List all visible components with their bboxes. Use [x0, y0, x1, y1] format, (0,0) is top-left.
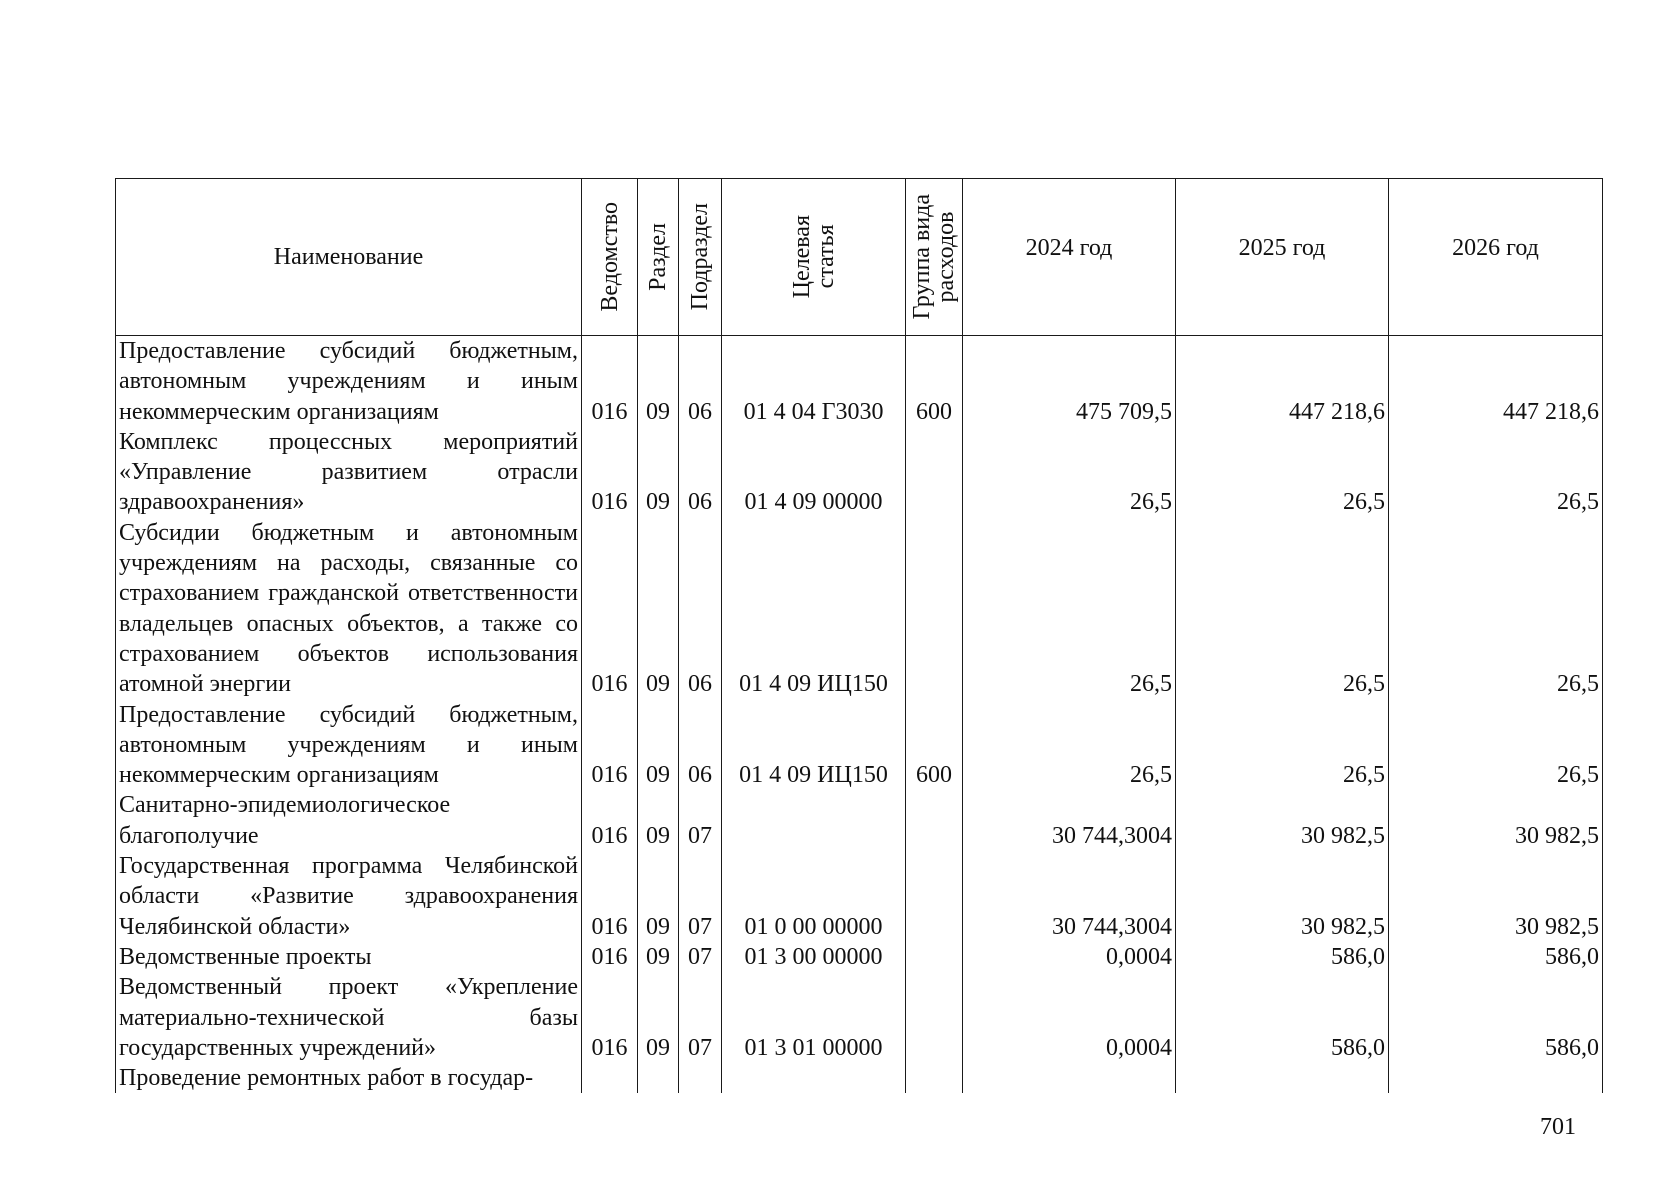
row-2025: 26,5 [1176, 427, 1389, 518]
row-vedomstvo: 016 [582, 427, 638, 518]
header-name: Наименование [116, 179, 582, 336]
row-2024: 0,0004 [963, 942, 1176, 972]
row-gruppa: 600 [906, 336, 963, 427]
row-name: Санитарно-эпидемиологическое благополучие [116, 790, 582, 851]
row-2026: 586,0 [1389, 942, 1603, 972]
row-vedomstvo: 016 [582, 790, 638, 851]
row-gruppa [906, 427, 963, 518]
row-tselevaya-statya [722, 1063, 906, 1093]
row-gruppa [906, 942, 963, 972]
table-row [116, 790, 1603, 851]
row-2025 [1176, 1063, 1389, 1093]
row-tselevaya-statya: 01 4 04 Г3030 [722, 336, 906, 427]
table-header [116, 179, 1603, 336]
row-razdel: 09 [638, 790, 679, 851]
row-2024: 26,5 [963, 518, 1176, 700]
row-podrazdel: 06 [679, 700, 722, 791]
row-tselevaya-statya: 01 4 09 00000 [722, 427, 906, 518]
row-tselevaya-statya [722, 790, 906, 851]
row-podrazdel: 07 [679, 942, 722, 972]
row-podrazdel [679, 1063, 722, 1093]
table-row [116, 942, 1603, 972]
row-2026: 447 218,6 [1389, 336, 1603, 427]
table-row [116, 518, 1603, 700]
row-2026: 26,5 [1389, 518, 1603, 700]
row-2026: 30 982,5 [1389, 851, 1603, 942]
row-2026: 26,5 [1389, 700, 1603, 791]
row-razdel: 09 [638, 427, 679, 518]
row-podrazdel: 06 [679, 427, 722, 518]
row-razdel: 09 [638, 336, 679, 427]
row-razdel: 09 [638, 972, 679, 1063]
row-2024: 475 709,5 [963, 336, 1176, 427]
header-tselevaya-statya: Целевая статья [722, 179, 906, 336]
row-tselevaya-statya: 01 3 01 00000 [722, 972, 906, 1063]
row-name: Ведомственный проект «Укрепление материально-технической базы государственных учреждений» [116, 972, 582, 1063]
row-razdel: 09 [638, 518, 679, 700]
table-row [116, 336, 1603, 427]
row-2026 [1389, 1063, 1603, 1093]
row-razdel: 09 [638, 700, 679, 791]
row-2024: 26,5 [963, 427, 1176, 518]
row-2025: 26,5 [1176, 700, 1389, 791]
row-name: Субсидии бюджетным и автономным учреждениям на расходы, связанные со страхованием гражданской ответственности владельцев опасных объектов, а также со страхованием объектов использования атомной энергии [116, 518, 582, 700]
header-vedomstvo: Ведомство [582, 179, 638, 336]
row-razdel: 09 [638, 851, 679, 942]
row-2025: 586,0 [1176, 972, 1389, 1063]
row-gruppa [906, 972, 963, 1063]
row-gruppa [906, 790, 963, 851]
row-name: Государственная программа Челябинской области «Развитие здравоохранения Челябинской области» [116, 851, 582, 942]
row-name: Комплекс процессных мероприятий «Управление развитием отрасли здравоохранения» [116, 427, 582, 518]
row-tselevaya-statya: 01 4 09 ИЦ150 [722, 700, 906, 791]
row-2025: 30 982,5 [1176, 851, 1389, 942]
row-gruppa [906, 1063, 963, 1093]
row-tselevaya-statya: 01 0 00 00000 [722, 851, 906, 942]
row-2024 [963, 1063, 1176, 1093]
header-gruppa-vida-raskhodov: Группа вида расходов [906, 179, 963, 336]
header-podrazdel: Подраздел [679, 179, 722, 336]
row-2024: 30 744,3004 [963, 790, 1176, 851]
row-gruppa: 600 [906, 700, 963, 791]
row-name: Предоставление субсидий бюджетным, автономным учреждениям и иным некоммерческим организациям [116, 700, 582, 791]
row-2025: 26,5 [1176, 518, 1389, 700]
row-2026: 30 982,5 [1389, 790, 1603, 851]
budget-table [115, 178, 1603, 1093]
row-vedomstvo: 016 [582, 942, 638, 972]
row-vedomstvo: 016 [582, 336, 638, 427]
table-row [116, 700, 1603, 791]
page-number: 701 [1540, 1114, 1576, 1140]
header-2025: 2025 год [1176, 179, 1389, 336]
row-name: Ведомственные проекты [116, 942, 582, 972]
row-2026: 586,0 [1389, 972, 1603, 1063]
table-row [116, 1063, 1603, 1093]
row-vedomstvo [582, 1063, 638, 1093]
row-2025: 586,0 [1176, 942, 1389, 972]
row-podrazdel: 06 [679, 336, 722, 427]
row-podrazdel: 07 [679, 851, 722, 942]
row-podrazdel: 07 [679, 790, 722, 851]
row-2024: 0,0004 [963, 972, 1176, 1063]
row-razdel [638, 1063, 679, 1093]
row-vedomstvo: 016 [582, 518, 638, 700]
row-2024: 26,5 [963, 700, 1176, 791]
table-row [116, 427, 1603, 518]
table-row [116, 972, 1603, 1063]
row-vedomstvo: 016 [582, 851, 638, 942]
header-razdel: Раздел [638, 179, 679, 336]
row-gruppa [906, 851, 963, 942]
row-vedomstvo: 016 [582, 700, 638, 791]
row-tselevaya-statya: 01 4 09 ИЦ150 [722, 518, 906, 700]
header-2026: 2026 год [1389, 179, 1603, 336]
row-2024: 30 744,3004 [963, 851, 1176, 942]
row-tselevaya-statya: 01 3 00 00000 [722, 942, 906, 972]
row-vedomstvo: 016 [582, 972, 638, 1063]
row-razdel: 09 [638, 942, 679, 972]
row-podrazdel: 06 [679, 518, 722, 700]
table-body [116, 336, 1603, 1094]
row-2026: 26,5 [1389, 427, 1603, 518]
row-name: Проведение ремонтных работ в государ- [116, 1063, 582, 1093]
header-2024: 2024 год [963, 179, 1176, 336]
row-name: Предоставление субсидий бюджетным, автономным учреждениям и иным некоммерческим организациям [116, 336, 582, 427]
row-2025: 447 218,6 [1176, 336, 1389, 427]
row-podrazdel: 07 [679, 972, 722, 1063]
row-2025: 30 982,5 [1176, 790, 1389, 851]
table-row [116, 851, 1603, 942]
row-gruppa [906, 518, 963, 700]
